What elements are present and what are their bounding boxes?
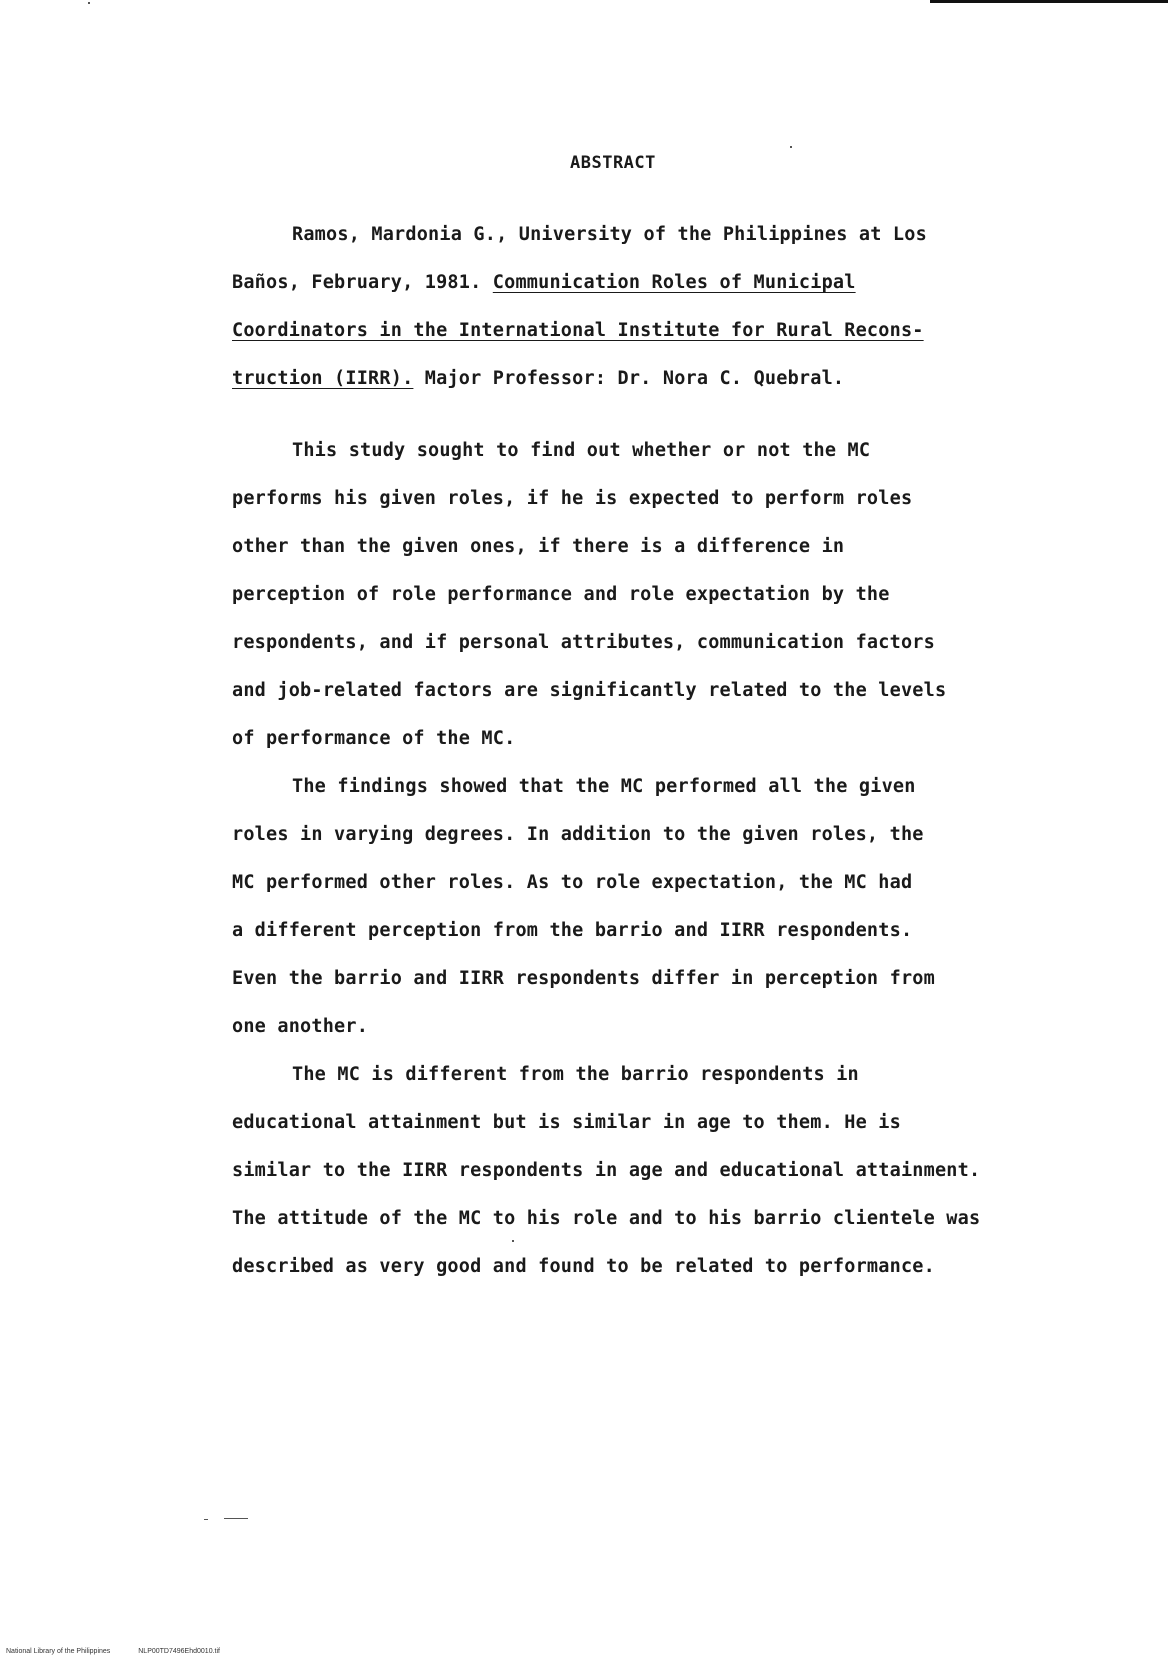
- scan-footer: [6, 1648, 246, 1655]
- paragraph-1-line: other than the given ones, if there is a difference in: [232, 536, 845, 557]
- paragraph-3-line: The MC is different from the barrio respondents in: [292, 1064, 859, 1085]
- citation-title-part-2: Coordinators in the International Institute for Rural Recons-: [232, 320, 924, 341]
- paragraph-3-line: similar to the IIRR respondents in age and educational attainment.: [232, 1160, 981, 1181]
- citation-date: Baños, February, 1981.: [232, 272, 482, 293]
- scan-speck: [88, 2, 90, 4]
- paragraph-3-line: described as very good and found to be related to performance.: [232, 1256, 935, 1277]
- scan-speck: [512, 1240, 514, 1242]
- scan-speck: [204, 1519, 208, 1520]
- citation-title-part-3: truction (IIRR).: [232, 368, 414, 389]
- paragraph-1-line: respondents, and if personal attributes, communication factors: [232, 632, 935, 653]
- paragraph-2-line: Even the barrio and IIRR respondents differ in perception from: [232, 968, 935, 989]
- citation-line-2: [232, 272, 856, 293]
- footer-file-id: NLP00TD7496Ehd0010.tif: [138, 1648, 220, 1655]
- paragraph-2-line: a different perception from the barrio and IIRR respondents.: [232, 920, 913, 941]
- paragraph-2-line: The findings showed that the MC performed all the given: [292, 776, 916, 797]
- paragraph-2-line: one another.: [232, 1016, 369, 1037]
- footer-library: National Library of the Philippines: [6, 1648, 111, 1655]
- scan-edge-rule: [930, 0, 1168, 3]
- paragraph-1-line: perception of role performance and role expectation by the: [232, 584, 890, 605]
- abstract-heading: ABSTRACT: [570, 153, 656, 173]
- paragraph-3-line: educational attainment but is similar in age to them. He is: [232, 1112, 901, 1133]
- scan-speck: [224, 1518, 248, 1519]
- paragraph-1-line: This study sought to find out whether or not the MC: [292, 440, 871, 461]
- paragraph-1-line: and job-related factors are significantly related to the levels: [232, 680, 947, 701]
- paragraph-1-line: of performance of the MC.: [232, 728, 516, 749]
- citation-professor: Major Professor: Dr. Nora C. Quebral.: [424, 368, 845, 389]
- citation-line-1: Ramos, Mardonia G., University of the Philippines at Los: [292, 224, 927, 245]
- paragraph-2-line: MC performed other roles. As to role expectation, the MC had: [232, 872, 913, 893]
- citation-line-4: [232, 368, 844, 389]
- paragraph-3-line: The attitude of the MC to his role and to his barrio clientele was: [232, 1208, 981, 1229]
- citation-title-part-1: Communication Roles of Municipal: [492, 272, 856, 293]
- paragraph-2-line: roles in varying degrees. In addition to the given roles, the: [232, 824, 924, 845]
- paragraph-1-line: performs his given roles, if he is expected to perform roles: [232, 488, 913, 509]
- scan-speck: [790, 146, 792, 148]
